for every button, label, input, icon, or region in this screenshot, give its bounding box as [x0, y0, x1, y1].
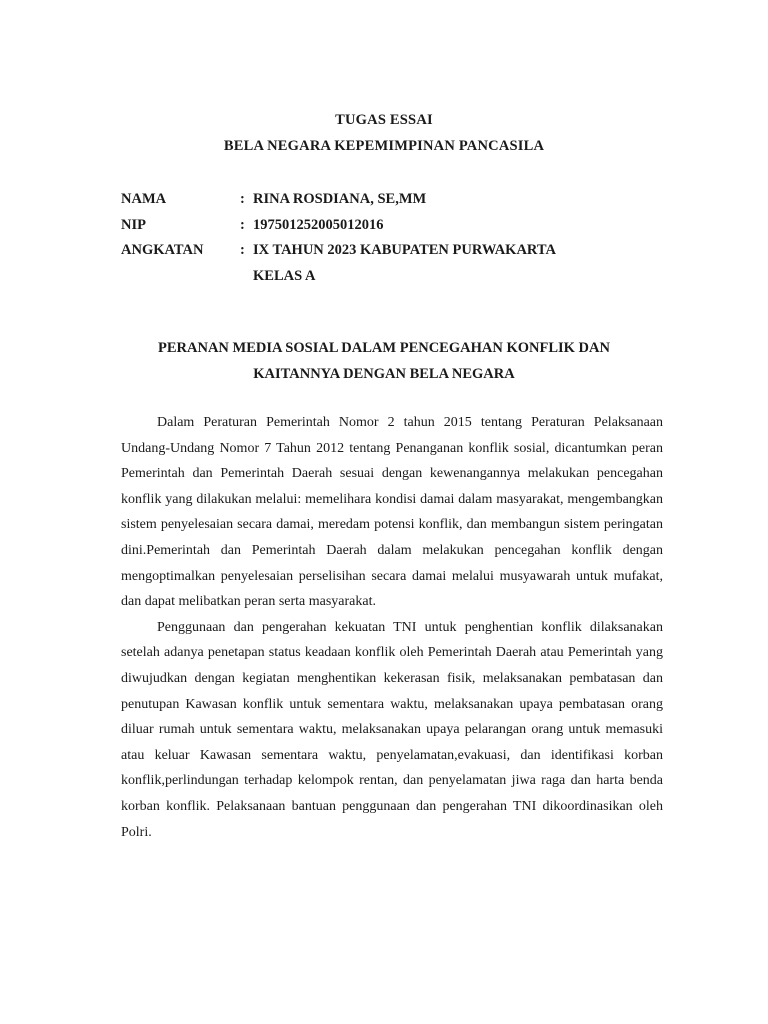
- essay-paragraph: Penggunaan dan pengerahan kekuatan TNI untuk penghentian konflik dilaksanakan setelah adanya penetapan status keadaan konflik oleh Pemerintah Daerah atau Pemerintah yang diwujudkan dengan kegiatan menghentikan kekerasan fisik, melaksanakan pembatasan dan penutupan Kawasan konflik untuk sementara waktu, melaksanakan upaya pembatasan orang diluar rumah untuk sementara waktu, melaksanakan upaya pelarangan orang untuk memasuki atau keluar Kawasan sementara waktu, penyelamatan,evakuasi, dan identifikasi korban konflik,perlindungan terhadap kelompok rentan, dan penyelamatan jiwa raga dan harta benda korban konflik. Pelaksanaan bantuan penggunaan dan pengerahan TNI dikoordinasikan oleh Polri.: [121, 619, 663, 840]
- essay-title-continuation: KAITANNYA DENGAN BELA NEGARA: [253, 366, 515, 382]
- info-colon: :: [240, 216, 245, 233]
- info-value: RINA ROSDIANA, SE,MM: [253, 191, 427, 207]
- info-label: ANGKATAN: [121, 242, 204, 258]
- info-row-nip: [121, 213, 556, 239]
- essay-title: PERANAN MEDIA SOSIAL DALAM PENCEGAHAN KONFLIK DAN: [158, 340, 610, 356]
- info-value: 197501252005012016: [253, 216, 384, 233]
- identity-block: [121, 187, 556, 289]
- info-row-angkatan: [121, 238, 556, 264]
- info-label: NIP: [121, 216, 146, 233]
- document-title: TUGAS ESSAI: [335, 112, 433, 128]
- info-colon: :: [240, 242, 245, 258]
- info-colon: :: [240, 191, 245, 207]
- info-value: IX TAHUN 2023 KABUPATEN PURWAKARTA: [253, 242, 556, 258]
- document-subtitle: BELA NEGARA KEPEMIMPINAN PANCASILA: [223, 138, 545, 154]
- info-continuation: KELAS A: [253, 267, 316, 284]
- essay-body: [121, 410, 663, 845]
- info-row-nama: [121, 187, 556, 213]
- essay-paragraph: Dalam Peraturan Pemerintah Nomor 2 tahun 2015 tentang Peraturan Pelaksanaan Undang-Undang Nomor 7 Tahun 2012 tentang Penanganan konflik sosial, dicantumkan peran Pemerintah dan Pemerintah Daerah sesuai dengan kewenangannya melakukan pencegahan konflik yang dilakukan melalui: memelihara kondisi damai dalam masyarakat, mengembangkan sistem penyelesaian secara damai, meredam potensi konflik, dan membangun sistem peringatan dini.Pemerintah dan Pemerintah Daerah dalam melakukan pencegahan konflik dengan mengoptimalkan penyelesaian perselisihan secara damai melalui musyawarah untuk mufakat, dan dapat melibatkan peran serta masyarakat.: [121, 415, 663, 610]
- info-label: NAMA: [121, 191, 167, 207]
